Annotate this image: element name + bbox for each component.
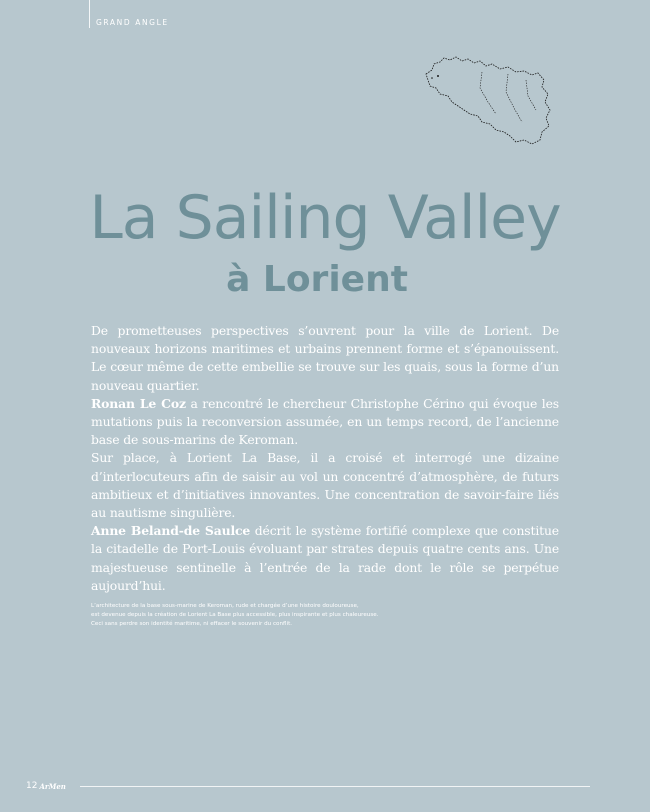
intro-text: décrit le système fortifié complexe que constitue la citadelle de Port-Louis évoluant par strates depuis quatre cents ans. Une majestueuse sentinelle à l’entrée de la rade dont le rôle se perpétue aujourd’hui.	[91, 523, 559, 593]
intro-paragraph	[91, 522, 559, 595]
intro-text: a rencontré le chercheur Christophe Cérino qui évoque les mutations puis la reconversion assumée, en un temps record, de l’ancienne base de sous-marins de Keroman.	[91, 395, 559, 448]
rubric-rule	[89, 0, 90, 28]
magazine-logo: ArMen	[39, 781, 66, 791]
intro-paragraph	[91, 449, 559, 522]
footer-rule	[80, 786, 590, 787]
page-number: 12	[26, 781, 38, 791]
caption-line: L’architecture de la base sous-marine de Keroman, rude et chargée d’une histoire douloureuse,	[91, 603, 359, 609]
article-subtitle: à Lorient	[226, 259, 408, 300]
section-rubric: GRAND ANGLE	[96, 18, 169, 27]
intro-paragraph	[91, 322, 559, 395]
intro-paragraph	[91, 395, 559, 450]
author-name: Ronan Le Coz	[91, 395, 186, 411]
caption-line: est devenue depuis la création de Lorient La Base plus accessible, plus inspirante et plus chaleureuse.	[91, 612, 379, 619]
brittany-map-icon	[418, 52, 554, 150]
article-intro	[91, 322, 559, 595]
intro-text: Sur place, à Lorient La Base, il a croisé et interrogé une dizaine d’interlocuteurs afin de saisir au vol un concentré d’atmosphère, de futurs ambitieux et d’initiatives innovantes. Une concentration de savoir-faire liés au nautisme singulière.	[91, 450, 559, 521]
article-title: La Sailing Valley	[89, 183, 561, 253]
author-name: Anne Beland-de Saulce	[91, 523, 251, 539]
photo-caption	[91, 602, 491, 630]
caption-line: Ceci sans perdre son identité maritime, ni effacer le souvenir du conflit.	[91, 621, 293, 628]
page-footer	[26, 779, 66, 793]
intro-text: De prometteuses perspectives s’ouvrent pour la ville de Lorient. De nouveaux horizons maritimes et urbains prennent forme et s’épanouissent. Le cœur même de cette embellie se trouve sur les quais, sous la forme d’un nouveau quartier.	[91, 323, 559, 393]
